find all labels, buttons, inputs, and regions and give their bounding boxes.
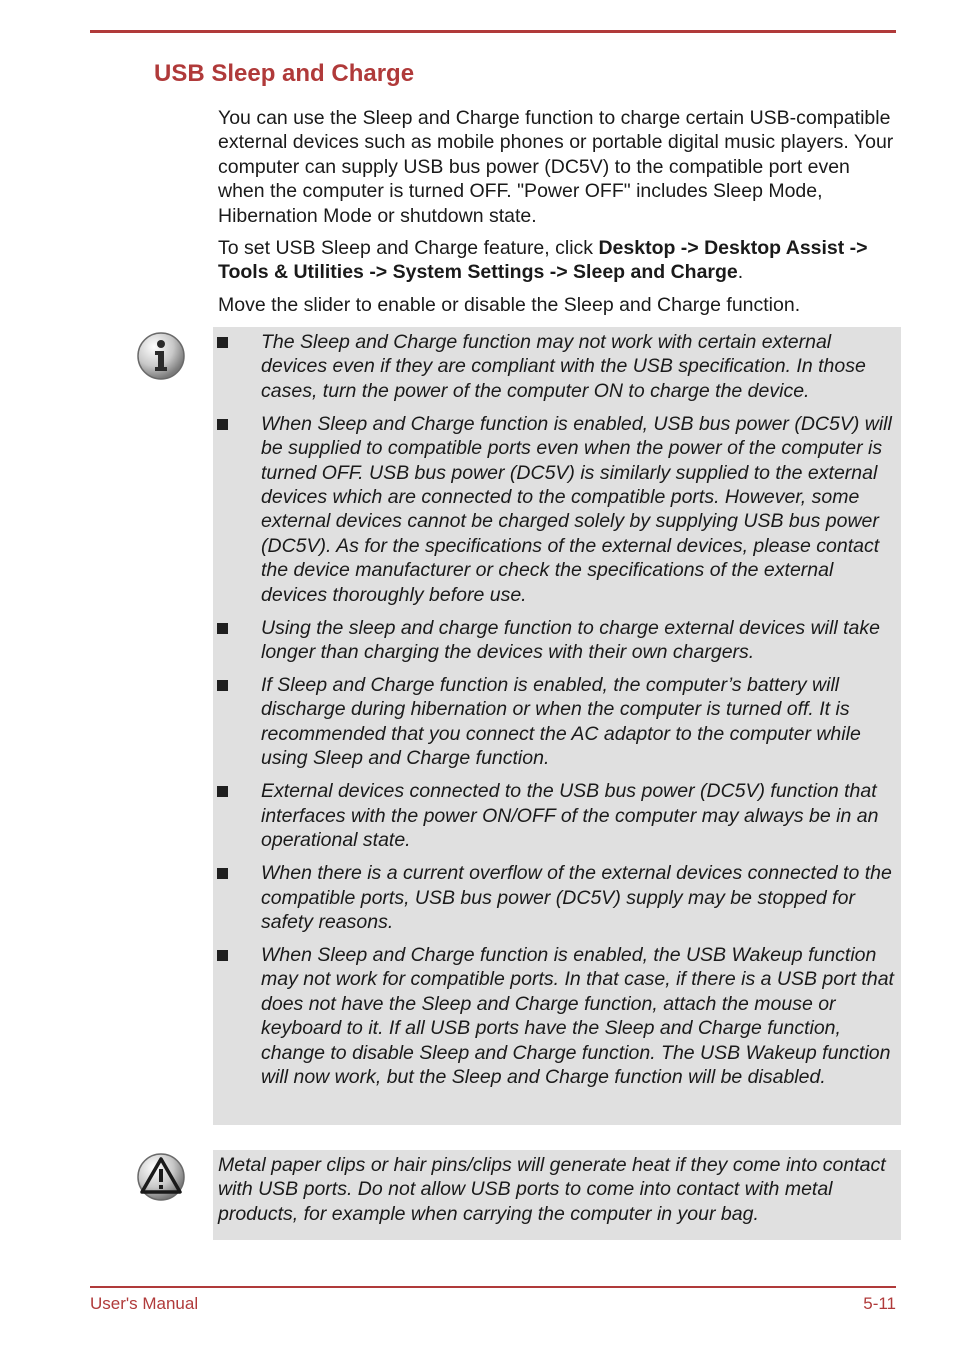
- instruction-paragraph: [218, 236, 898, 285]
- note-item: [261, 616, 901, 665]
- warning-icon: [136, 1152, 186, 1202]
- note-box: [213, 327, 901, 1125]
- note-item-text: When there is a current overflow of the external devices connected to the compatible ports, USB bus power (DC5V) supply may be stopped for safety reasons.: [261, 862, 892, 933]
- instruction-prefix: To set USB Sleep and Charge feature, click: [218, 237, 599, 259]
- bullet-square: [217, 623, 228, 634]
- note-item: [261, 412, 901, 607]
- instruction-suffix: .: [737, 261, 744, 284]
- page-number: 5-11: [863, 1294, 896, 1313]
- bullet-square: [217, 786, 228, 797]
- note-item: [261, 779, 901, 852]
- warning-box: [213, 1150, 901, 1240]
- note-item-text: When Sleep and Charge function is enabled, USB bus power (DC5V) will be supplied to compatible ports even when the power of the computer is turned OFF. USB bus power (DC5V) is similarly supplied to the external devices which are connected to the compatible ports. However, some external devices cannot be charged solely by supplying USB bus power (DC5V). As for the specifications of the external devices, please contact the device manufacturer or check the specifications of the external devices thoroughly before use.: [261, 412, 892, 606]
- note-item-text: If Sleep and Charge function is enabled, the computer’s battery will discharge during hibernation or when the computer is turned off. It is recommended that you connect the AC adaptor to the computer while using Sleep and Charge function.: [261, 674, 861, 770]
- note-item-text: The Sleep and Charge function may not work with certain external devices even if they are compliant with the USB specification. In those cases, turn the power of the computer ON to charge the device.: [261, 331, 866, 402]
- bullet-square: [217, 868, 228, 879]
- bullet-square: [217, 680, 228, 691]
- note-item-text: When Sleep and Charge function is enabled, the USB Wakeup function may not work for compatible ports. In that case, if there is a USB port that does not have the Sleep and Charge function, attach the mouse or keyboard to it. If all USB ports have the Sleep and Charge function, change to disable Sleep and Charge function. The USB Wakeup function will now work, but the Sleep and Charge function will be disabled.: [261, 943, 894, 1088]
- header-rule: [90, 30, 896, 33]
- note-item: [261, 943, 901, 1089]
- section-title: USB Sleep and Charge: [154, 60, 415, 87]
- note-item-text: External devices connected to the USB bus power (DC5V) function that interfaces with the power ON/OFF of the computer may always be in an operational state.: [261, 780, 879, 852]
- slider-paragraph: Move the slider to enable or disable the Sleep and Charge function.: [218, 294, 801, 316]
- bullet-square: [217, 419, 228, 430]
- note-item: [261, 330, 901, 403]
- footer-manual-title: User's Manual: [90, 1294, 199, 1313]
- info-icon: [136, 331, 186, 381]
- note-item-text: Using the sleep and charge function to charge external devices will take longer than charging the devices with their own chargers.: [261, 616, 880, 664]
- note-list: [213, 330, 901, 1098]
- bullet-square: [217, 950, 228, 961]
- bullet-square: [217, 337, 228, 348]
- menu-path: Desktop -> Desktop Assist -> Tools & Utilities -> System Settings -> Sleep and Charge: [218, 237, 868, 284]
- footer-rule: [90, 1286, 896, 1288]
- note-item: [261, 861, 901, 934]
- note-item: [261, 673, 901, 771]
- intro-paragraph: You can use the Sleep and Charge function to charge certain USB-compatible external devices such as mobile phones or portable digital music players. Your computer can supply USB bus power (DC5V) to the compatible port even when the computer is turned OFF. "Power OFF" includes Sleep Mode, Hibernation Mode or shutdown state.: [218, 107, 894, 227]
- warning-text: Metal paper clips or hair pins/clips will generate heat if they come into contact with USB ports. Do not allow USB ports to come into contact with metal products, for example when carrying the computer in your bag.: [218, 1154, 886, 1225]
